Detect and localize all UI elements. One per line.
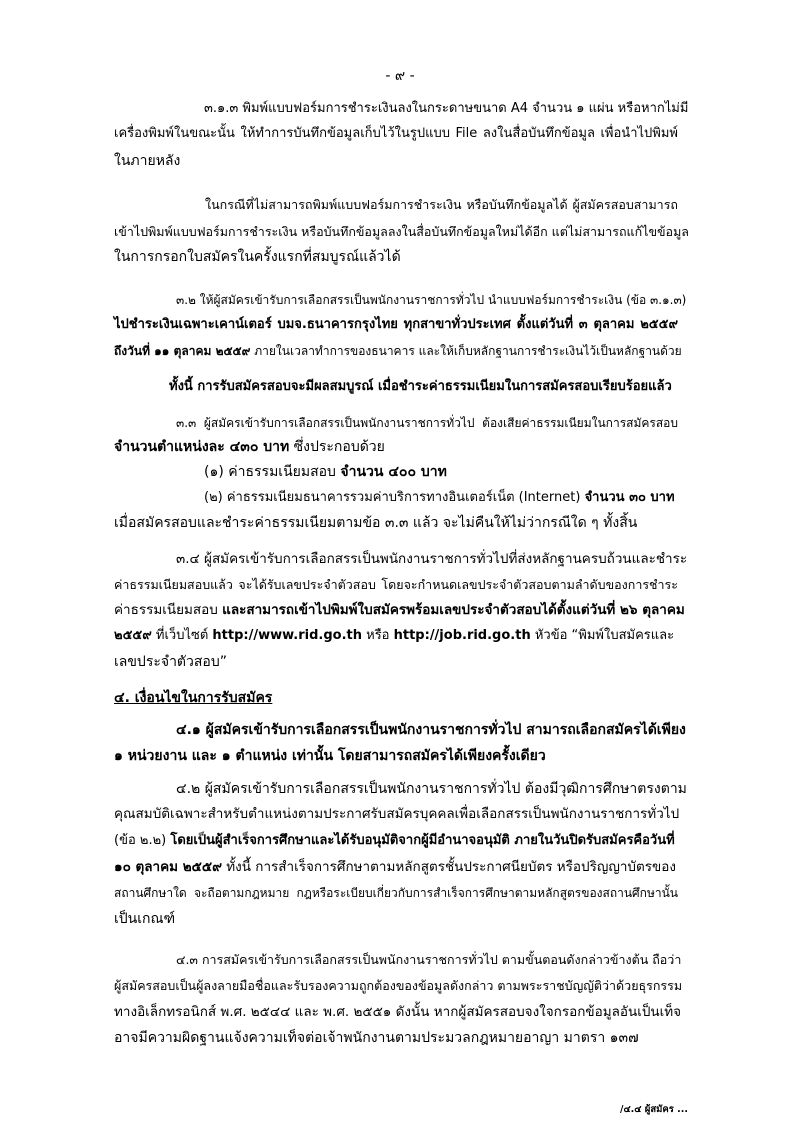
- para-3-1-3-line-1: ๓.๑.๓ พิมพ์แบบฟอร์มการชำระเงินลงในกระดาษขนาด A4 จำนวน ๑ แผ่น หรือหากไม่มี: [204, 101, 689, 116]
- para-3-4-line-3-text: ค่าธรรมเนียมสอบ: [114, 602, 223, 618]
- closing-date: ๑๐ ตุลาคม ๒๕๕๙: [114, 859, 222, 875]
- para-3-4-line-2: ค่าธรรมเนียมสอบแล้ว จะได้รับเลขประจำตัวสอบ โดยจะกำหนดเลขประจำตัวสอบตามลำดับของการชำระ: [114, 577, 678, 592]
- para-3-2-line-2: ไปชำระเงินเฉพาะเคาน์เตอร์ บมจ.ธนาคารกรุงไทย ทุกสาขาทั่วประเทศ ตั้งแต่วันที่ ๓ ตุลาคม ๒๕๕๙: [114, 317, 678, 332]
- para-3-2-line-1: ๓.๒ ให้ผู้สมัครเข้ารับการเลือกสรรเป็นพนักงานราชการทั่วไป นำแบบฟอร์มการชำระเงิน (ข้อ ๓.๑.๓): [176, 293, 687, 307]
- payment-deadline: ถึงวันที่ ๑๑ ตุลาคม ๒๕๕๙: [114, 344, 251, 358]
- para-3-1-3-line-3: ในภายหลัง: [114, 153, 181, 169]
- notice-completion: ทั้งนี้ การรับสมัครสอบจะมีผลสมบูรณ์ เมื่อชำระค่าธรรมเนียมในการสมัครสอบเรียบร้อยแล้ว: [169, 379, 672, 394]
- para-3-3-line-2-text: ซึ่งประกอบด้วย: [289, 439, 385, 455]
- para-4-2-line-1: ๔.๒ ผู้สมัครเข้ารับการเลือกสรรเป็นพนักงานราชการทั่วไป ต้องมีวุฒิการศึกษาตรงตาม: [176, 781, 687, 797]
- fee-item-1-amount: จำนวน ๔๐๐ บาท: [340, 464, 447, 480]
- para-3-2-line-3-text: ภายในเวลาทำการของธนาคาร และให้เก็บหลักฐานการชำระเงินไว้เป็นหลักฐานด้วย: [250, 344, 682, 358]
- para-3-3-line-2: [114, 437, 385, 457]
- graduation-requirement: โดยเป็นผู้สำเร็จการศึกษาและได้รับอนุมัติจากผู้มีอำนาจอนุมัติ ภายในวันปิดรับสมัครคือวันที่: [170, 833, 675, 848]
- para-4-3-line-1: ๔.๓ การสมัครเข้ารับการเลือกสรรเป็นพนักงานราชการทั่วไป ตามขั้นตอนดังกล่าวข้างต้น ถือว่า: [176, 952, 682, 967]
- para-3-1-3-line-2: เครื่องพิมพ์ในขณะนั้น ให้ทำการบันทึกข้อมูลเก็บไว้ในรูปแบบ File ลงในสื่อบันทึกข้อมูล เพื่อนำไปพิมพ์: [114, 126, 678, 141]
- para-4-1-line-1: ๔.๑ ผู้สมัครเข้ารับการเลือกสรรเป็นพนักงานราชการทั่วไป สามารถเลือกสมัครได้เพียง: [176, 722, 686, 738]
- para-4-2-line-3-text: (ข้อ ๒.๒): [114, 833, 171, 848]
- fee-item-1-label: (๑) ค่าธรรมเนียมสอบ: [204, 464, 341, 480]
- para-fallback-line-2: เข้าไปพิมพ์แบบฟอร์มการชำระเงิน หรือบันทึกข้อมูลลงในสื่อบันทึกข้อมูลใหม่ได้อีก แต่ไม่สามารถแก้ไขข้อมูล: [114, 224, 689, 239]
- para-4-2-line-3: [114, 831, 675, 851]
- para-4-2-line-2: คุณสมบัติเฉพาะสำหรับตำแหน่งตามประกาศรับสมัครบุคคลเพื่อเลือกสรรเป็นพนักงานราชการทั่วไป: [114, 806, 680, 822]
- para-4-3-line-3: ทางอิเล็กทรอนิกส์ พ.ศ. ๒๕๔๔ และ พ.ศ. ๒๕๕๑ ดังนั้น หากผู้สมัครสอบจงใจกรอกข้อมูลอันเป็นเท็จ: [114, 1004, 682, 1020]
- para-4-2-line-5: สถานศึกษาใด จะถือตามกฎหมาย กฎหรือระเบียบเกี่ยวกับการสำเร็จการศึกษาตามหลักสูตรของสถานศึกษานั้น: [114, 886, 678, 900]
- para-4-3-line-2: ผู้สมัครสอบเป็นผู้ลงลายมือชื่อและรับรองความถูกต้องของข้อมูลดังกล่าว ตามพระราชบัญญัติว่าด้วยธุรกรรม: [114, 978, 683, 993]
- para-4-2-line-6: เป็นเกณฑ์: [114, 911, 176, 927]
- para-3-4-line-5: เลขประจำตัวสอบ”: [114, 654, 227, 670]
- print-application-year: ๒๕๕๙: [114, 628, 152, 643]
- fee-item-1: [204, 462, 447, 482]
- para-3-4-line-4: [114, 626, 674, 646]
- para-3-3-line-1: ๓.๓ ผู้สมัครเข้ารับการเลือกสรรเป็นพนักงานราชการทั่วไป ต้องเสียค่าธรรมเนียมในการสมัครสอบ: [176, 416, 678, 430]
- para-4-3-line-4: อาจมีความผิดฐานแจ้งความเท็จต่อเจ้าพนักงานตามประมวลกฎหมายอาญา มาตรา ๑๓๗: [114, 1030, 639, 1046]
- fee-total: จำนวนตำแหน่งละ ๔๓๐ บาท: [114, 439, 290, 455]
- print-application-date: และสามารถเข้าไปพิมพ์ใบสมัครพร้อมเลขประจำตัวสอบได้ตั้งแต่วันที่ ๒๖ ตุลาคม: [222, 602, 685, 618]
- para-3-4-line-3: [114, 600, 685, 620]
- fee-item-2-amount: จำนวน ๓๐ บาท: [584, 490, 675, 505]
- para-3-4-line-4-text-3: หัวข้อ “พิมพ์ใบสมัครและ: [530, 628, 675, 643]
- para-3-4-line-4-text-2: หรือ: [362, 628, 394, 643]
- para-4-2-line-4-text: ทั้งนี้ การสำเร็จการศึกษาตามหลักสูตรชั้นประกาศนียบัตร หรือปริญญาบัตรของ: [221, 859, 676, 875]
- para-4-1-line-2: ๑ หน่วยงาน และ ๑ ตำแหน่ง เท่านั้น โดยสามารถสมัครได้เพียงครั้งเดียว: [114, 748, 546, 764]
- fee-item-2-label: (๒) ค่าธรรมเนียมธนาคารรวมค่าบริการทางอินเตอร์เน็ต (Internet): [204, 490, 585, 505]
- para-fallback-line-3: ในการกรอกใบสมัครในครั้งแรกที่สมบูรณ์แล้วได้: [114, 249, 401, 265]
- para-3-4-line-4-text-1: ที่เว็บไซต์: [151, 628, 213, 643]
- fee-item-2: [204, 488, 675, 508]
- para-3-2-line-3: [114, 341, 682, 361]
- page-number: - ๙ -: [385, 68, 415, 84]
- continuation-marker: /๔.๔ ผู้สมัคร ...: [620, 1104, 688, 1115]
- website-link-job[interactable]: http://job.rid.go.th: [393, 628, 531, 643]
- para-3-4-line-1: ๓.๔ ผู้สมัครเข้ารับการเลือกสรรเป็นพนักงานราชการทั่วไปที่ส่งหลักฐานครบถ้วนและชำระ: [176, 551, 688, 567]
- para-3-3-line-5: เมื่อสมัครสอบและชำระค่าธรรมเนียมตามข้อ ๓.๓ แล้ว จะไม่คืนให้ไม่ว่ากรณีใด ๆ ทั้งสิ้น: [114, 515, 638, 531]
- section-4-heading: ๔. เงื่อนไขในการรับสมัคร: [114, 690, 273, 706]
- para-fallback-line-1: ในกรณีที่ไม่สามารถพิมพ์แบบฟอร์มการชำระเงิน หรือบันทึกข้อมูลได้ ผู้สมัครสอบสามารถ: [205, 197, 678, 212]
- para-4-2-line-4: [114, 857, 676, 877]
- website-link-rid[interactable]: http://www.rid.go.th: [212, 628, 362, 643]
